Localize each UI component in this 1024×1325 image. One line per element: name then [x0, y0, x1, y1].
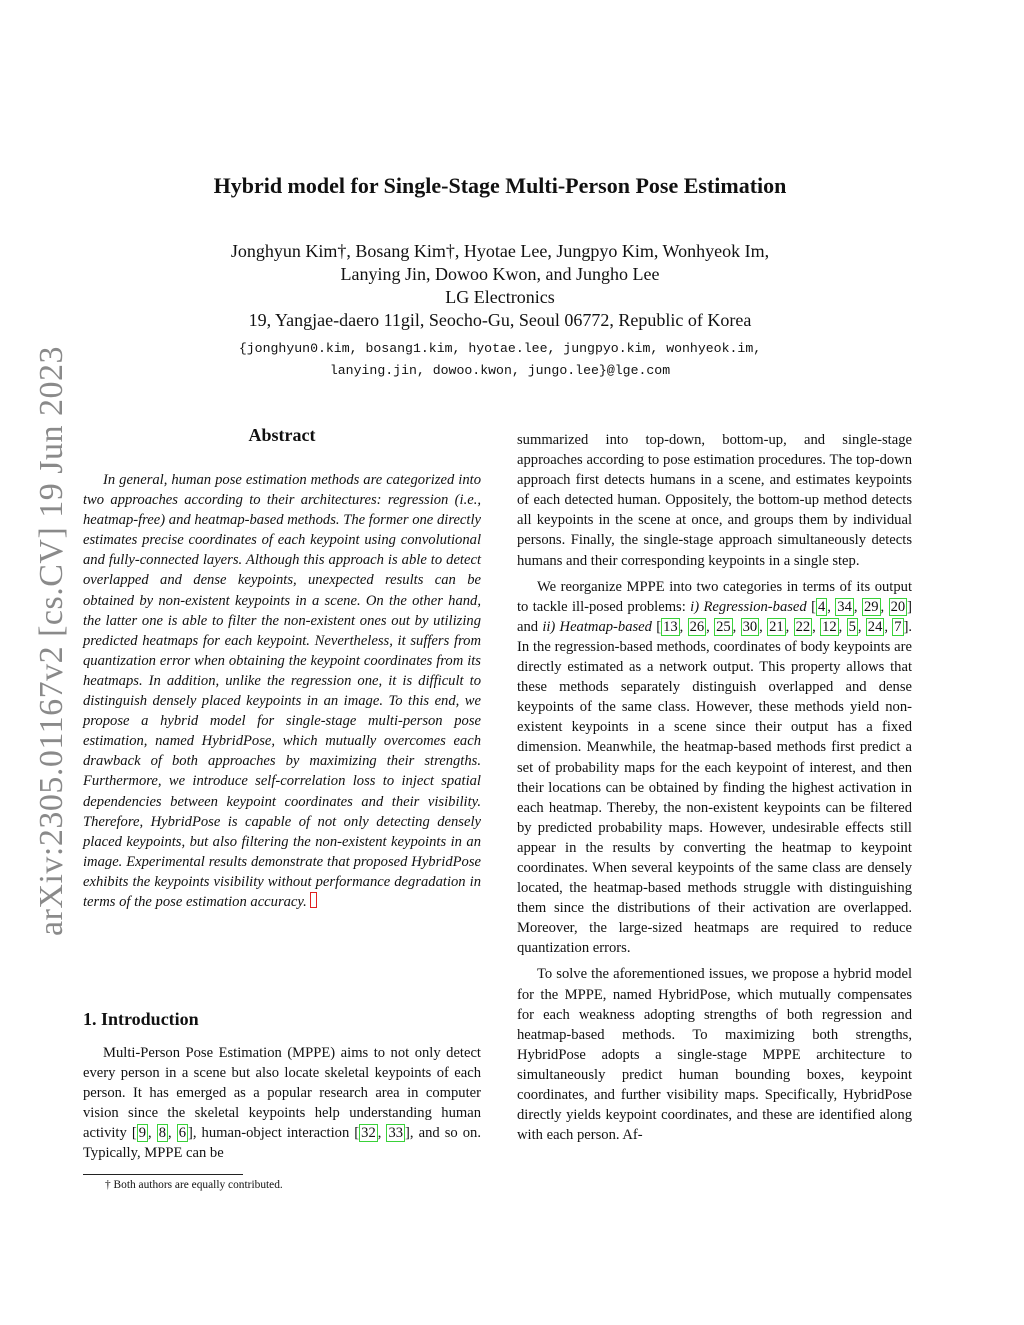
author-line-1: Jonghyun Kim†, Bosang Kim†, Hyotae Lee, Jungpyo Kim, Wonhyeok Im, [230, 241, 770, 261]
citation-link[interactable]: 32 [361, 1125, 376, 1142]
citation-link[interactable]: 9 [138, 1125, 146, 1142]
right-paragraph-2: We reorganize MPPE into two categories in terms of its output to tackle ill-posed problems: i) Regression-based [ 4 , 34 , 29 , 20 ] and ii) Heatmap-based [ 13 , 26 , 25 , 30 , 21 , 22 , 12 , 5 , 24 , 7 ]. In the regression-based methods, coordinates of body keypoints are directly estimated as a network output. This property allows that these methods separately distinguish overlapped and dense keypoints of the same class. However, these methods yield non-existent keypoints in a scene since their output has a fixed dimension. Meanwhile, the heatmap-based methods first predict a set of probability maps for the each keypoint of interest, and then their locations can be obtained by finding the highest activation in each heatmap. Thereby, the non-existent keypoints can be filtered by predicted probability maps. However, undesirable effects still appear in the results by converting the heatmap to keypoint coordinates. When several keypoints of the same class are densely located, the heatmap-based methods struggle with distinguishing them since the distributions of their activation are overlapped. Moreover, the large-sized heatmaps are required to reduce quantization errors. [517, 578, 913, 957]
arxiv-identifier [22, 340, 74, 940]
citation-link[interactable]: 26 [689, 618, 705, 635]
citation-link[interactable]: 22 [795, 618, 811, 635]
email-line-2: lanying.jin, dowoo.kwon, jungo.lee}@lge.com [329, 363, 671, 378]
citation-link[interactable]: 24 [867, 618, 883, 635]
arxiv-id-text: arXiv:2305.01167v2 [cs.CV] 19 Jun 2023 [33, 345, 70, 936]
author-block [100, 240, 900, 332]
author-line-2: Lanying Jin, Dowoo Kwon, and Jungho Lee [340, 264, 660, 284]
citation-link[interactable]: 6 [178, 1125, 186, 1142]
citation-link[interactable]: 33 [388, 1125, 404, 1142]
emphasis: ii) Heatmap-based [542, 618, 652, 635]
citation-link[interactable]: 12 [822, 618, 837, 635]
right-paragraph-3: To solve the aforementioned issues, we propose a hybrid model for the MPPE, named HybridPose, which mutually compensates for each weakness adopting strengths of both regression and heatmap-based methods. To maximizing both strengths, HybridPose adopts a single-stage MPPE architecture to simultaneously predict human bounding boxes, keypoint coordinates, and further visibility maps. Specifically, HybridPose directly yields keypoint coordinates, and these are identified along with each person. Af- [517, 966, 912, 1144]
right-paragraph-1: summarized into top-down, bottom-up, and single-stage approaches according to pose estimation procedures. The top-down approach first detects humans in a scene, and estimates keypoints of each detected human. Oppositely, the bottom-up method detects all keypoints in the scene at once, and groups them by individual persons. Finally, the single-stage approach simultaneously detects humans and their corresponding keypoints in a single step. [517, 432, 912, 569]
intro-paragraph-1: Multi-Person Pose Estimation (MPPE) aims to not only detect every person in a scene but also locate skeletal keypoints of each person. It has emerged as a popular research area in computer vision since the skeletal keypoints help understanding human activity [ 9 , 8 , 6 ], human-object interaction [ 32 , 33 ], and so on. Typically, MPPE can be [83, 1045, 482, 1162]
email-line-1: {jonghyun0.kim, bosang1.kim, hyotae.lee, jungpyo.kim, wonhyeok.im, [238, 341, 762, 356]
text-run: ]. In the regression-based methods, coordinates of body keypoints are directly estimated as a network output. This property allows that these methods separately distinguish overlapped and dense keypoints of the same class. However, these methods yield non-existent keypoints in a scene since their output has a fixed dimension. Meanwhile, the heatmap-based methods first predict a set of probability maps for the each keypoint of interest, and then their locations can be obtained by finding the highest activation in each heatmap. Thereby, the non-existent keypoints can be filtered by predicted probability maps. However, undesirable effects still appear in the results by converting the heatmap to keypoint coordinates. When several keypoints of the same class are densely located, the heatmap-based methods struggle with distinguishing them since the distributions of their activation are overlapped. Moreover, the large-sized heatmaps are required to reduce quantization errors. [517, 618, 913, 957]
text-run: We reorganize MPPE into two categories in terms of its output to tackle ill-posed problems: [517, 578, 912, 615]
abstract-body [83, 470, 481, 912]
citation-link[interactable]: 5 [848, 618, 856, 635]
footnote: † Both authors are equally contributed. [105, 1179, 283, 1191]
section-heading-introduction: 1. Introduction [83, 1009, 199, 1029]
text-run: Multi-Person Pose Estimation (MPPE) aims to not only detect every person in a scene but also locate skeletal keypoints of each person. It has emerged as a popular research area in computer vision since the skeletal keypoints help understanding human activity [ [83, 1045, 481, 1142]
text-run: ] and [517, 598, 913, 635]
citation-link[interactable]: 21 [769, 618, 784, 635]
footnote-link-marker[interactable] [310, 892, 317, 908]
citation-link[interactable]: 4 [817, 598, 826, 615]
citation-link[interactable]: 13 [663, 618, 678, 635]
introduction-body [83, 1043, 481, 1164]
citation-link[interactable]: 25 [716, 618, 731, 635]
text-run: ], human-object interaction [ [187, 1125, 360, 1142]
email-block [100, 338, 900, 382]
right-column [517, 430, 912, 1151]
citation-link[interactable]: 20 [890, 598, 906, 615]
citation-link[interactable]: 29 [863, 598, 879, 615]
abstract-paragraph [83, 470, 481, 912]
text-run: ], and so on. Typically, MPPE can be [83, 1125, 482, 1162]
emphasis: i) Regression-based [690, 598, 807, 615]
citation-link[interactable]: 34 [837, 598, 852, 615]
citation-link[interactable]: 30 [742, 618, 758, 635]
citation-link[interactable]: 8 [158, 1125, 166, 1142]
affiliation: LG Electronics [445, 287, 555, 307]
abstract-heading: Abstract [248, 425, 316, 445]
paper-title: Hybrid model for Single-Stage Multi-Person Pose Estimation [213, 173, 787, 198]
abstract-text: In general, human pose estimation methods are categorized into two approaches according to their architectures: regression (i.e., heatmap-free) and heatmap-based methods. The former one directly estimates precise coordinates of each keypoint using convolutional and fully-connected layers. Although this approach is able to detect overlapped and dense keypoints, unexpected results can be obtained by non-existent keypoints in a scene. On the other hand, the latter one is able to filter the non-existent ones out by utilizing predicted heatmaps for each keypoint. Nevertheless, it suffers from quantization error when obtaining the keypoint coordinates from its heatmaps. In addition, unlike the regression one, it is difficult to distinguish densely placed keypoints in an image. To this end, we propose a hybrid model for single-stage multi-person pose estimation, named HybridPose, which mutually overcomes each drawback of both approaches by maximizing their strengths. Furthermore, we introduce self-correlation loss to inject spatial dependencies between keypoint coordinates and their visibility. Therefore, HybridPose is capable of not only detecting densely placed keypoints, but also filtering the non-existent keypoints in an image. Experimental results demonstrate that proposed HybridPose exhibits the keypoints visibility without performance degradation in terms of the pose estimation accuracy. [83, 472, 481, 910]
address: 19, Yangjae-daero 11gil, Seocho-Gu, Seoul 06772, Republic of Korea [248, 310, 752, 330]
citation-link[interactable]: 7 [894, 618, 902, 635]
footnote-divider [83, 1174, 243, 1175]
